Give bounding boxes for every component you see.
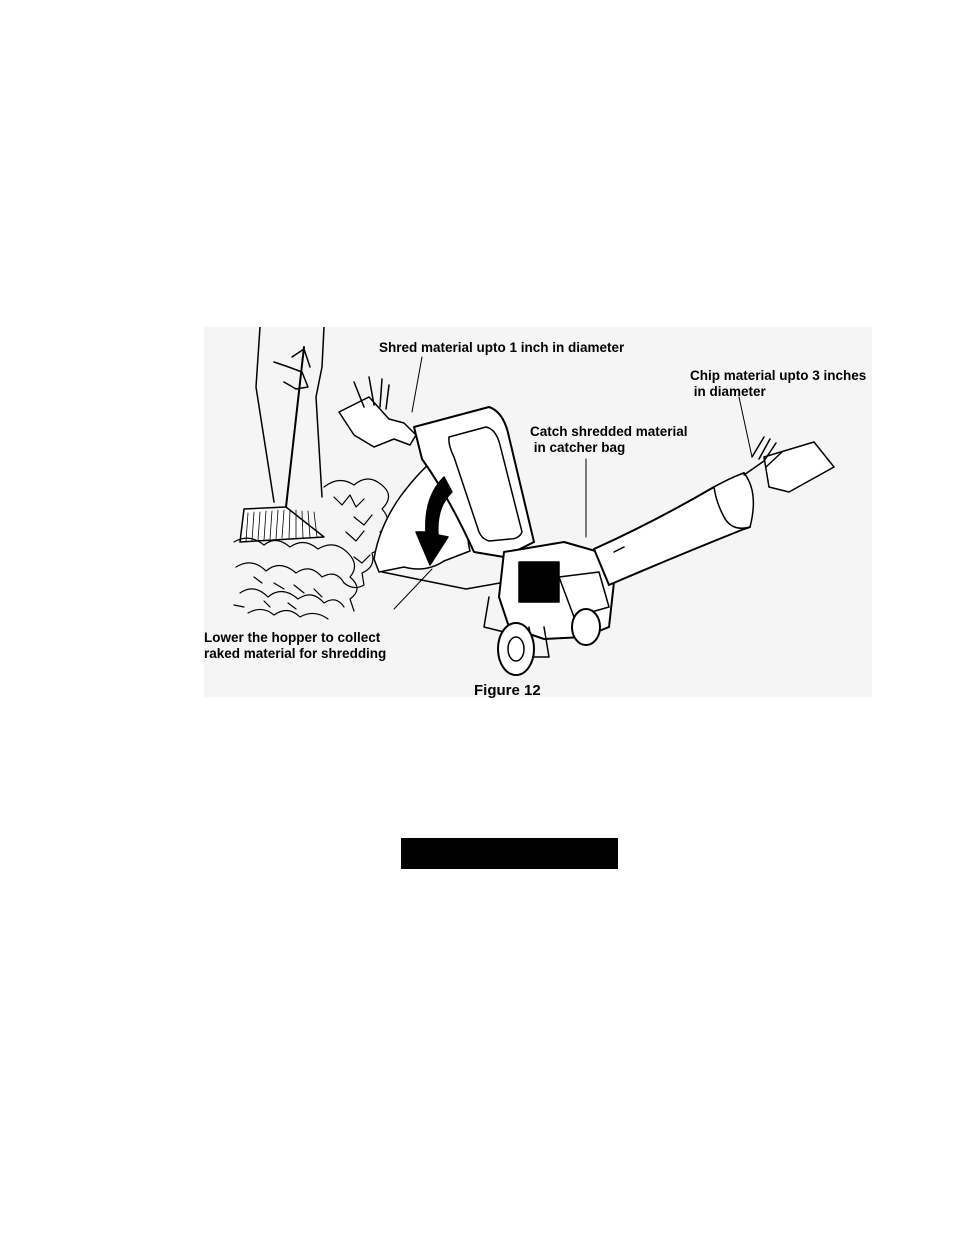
hand-feeding-chipper-illustration	[744, 437, 834, 492]
figure-12-panel	[204, 327, 872, 697]
hand-feeding-hopper-illustration	[339, 377, 416, 447]
figure-caption: Figure 12	[474, 682, 541, 699]
redaction-bar	[401, 838, 618, 869]
person-raking-illustration	[240, 327, 324, 542]
callout-lower-hopper: Lower the hopper to collect raked material for shredding	[204, 630, 387, 661]
callout-catcher-bag: Catch shredded material in catcher bag	[530, 424, 688, 455]
catcher-bag-illustration	[594, 473, 753, 585]
callout-chip-capacity: Chip material upto 3 inches in diameter	[690, 368, 867, 399]
callout-shred-capacity: Shred material upto 1 inch in diameter	[379, 340, 625, 355]
leaf-pile-illustration	[234, 479, 389, 619]
